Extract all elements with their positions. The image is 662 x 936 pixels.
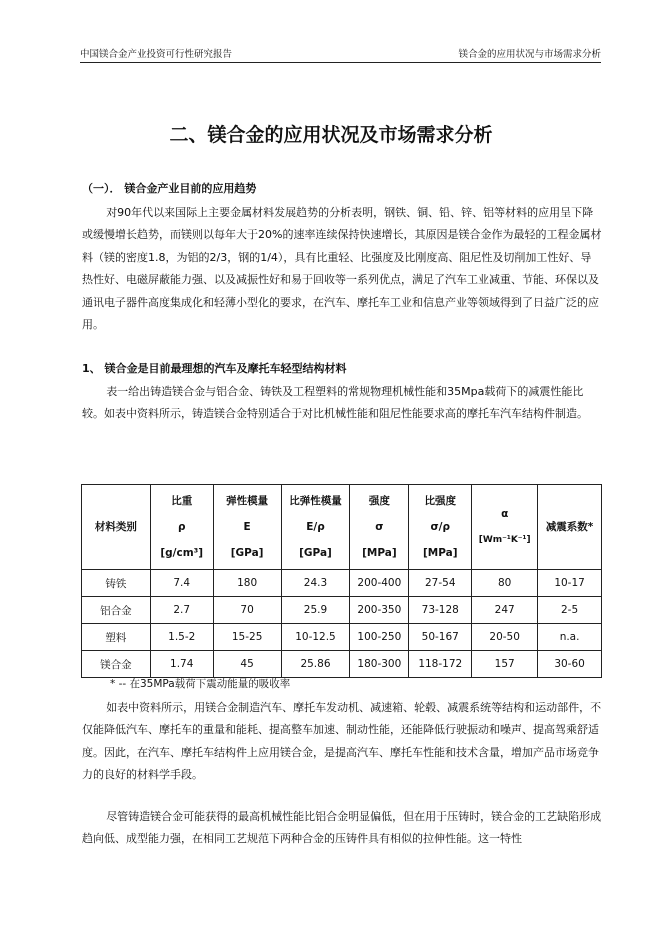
table-footnote: * -- 在35MPa载荷下震动能量的吸收率 [110, 678, 291, 690]
cell-modulus: 15-25 [213, 624, 281, 651]
cell-strength: 180-300 [350, 651, 409, 678]
header-chapter-title: 镁合金的应用状况与市场需求分析 [458, 49, 601, 60]
section-heading: （一）． 镁合金产业目前的应用趋势 [82, 182, 257, 195]
cell-specific-modulus: 25.9 [281, 597, 350, 624]
cell-density: 2.7 [150, 597, 213, 624]
subsection-heading: 1、 镁合金是目前最理想的汽车及摩托车轻型结构材料 [82, 362, 347, 375]
cell-modulus: 70 [213, 597, 281, 624]
header-cell: 材料类别 [82, 485, 151, 570]
cell-material: 铝合金 [82, 597, 151, 624]
cell-specific-modulus: 25.86 [281, 651, 350, 678]
cell-specific-strength: 27-54 [409, 570, 472, 597]
cell-conductivity: 20-50 [472, 624, 538, 651]
header-cell: 强度 σ [MPa] [350, 485, 409, 570]
subsection-paragraph [82, 381, 602, 426]
table-row [82, 570, 602, 597]
cell-modulus: 45 [213, 651, 281, 678]
header-cell: 比重 ρ [g/cm³] [150, 485, 213, 570]
table-header-row [82, 485, 602, 570]
properties-table [81, 484, 602, 678]
paragraph-text: 对90年代以来国际上主要金属材料发展趋势的分析表明，钢铁、铜、铅、锌、铝等材料的应用呈下降或缓慢增长趋势，而镁则以每年大于20%的速率连续保持快速增长，其原因是镁合金作为最轻的工程金属材料（镁的密度1.8，为铝的2/3，钢的1/4），具有比重轻、比强度及比刚度高、阻尼性及切削加工性好、导热性好、电磁屏蔽能力强、以及减振性好和易于回收等一系列优点，满足了汽车工业减重、节能、环保以及通讯电子器件高度集成化和轻薄小型化的要求，在汽车、摩托车工业和信息产业等领域得到了日益广泛的应用。 [82, 206, 602, 332]
table-row [82, 624, 602, 651]
header-cell: 减震系数* [538, 485, 602, 570]
cell-conductivity: 157 [472, 651, 538, 678]
page-header [80, 44, 601, 63]
cell-material: 塑料 [82, 624, 151, 651]
chapter-title: 二、镁合金的应用状况及市场需求分析 [169, 124, 493, 146]
cell-density: 7.4 [150, 570, 213, 597]
body-paragraph [82, 697, 602, 787]
body-paragraph [82, 806, 602, 851]
cell-material: 铸铁 [82, 570, 151, 597]
cell-modulus: 180 [213, 570, 281, 597]
cell-specific-modulus: 24.3 [281, 570, 350, 597]
cell-conductivity: 247 [472, 597, 538, 624]
cell-specific-strength: 73-128 [409, 597, 472, 624]
paragraph-text: 尽管铸造镁合金可能获得的最高机械性能比铝合金明显偏低，但在用于压铸时，镁合金的工艺缺陷形成趋向低、成型能力强，在相同工艺规范下两种合金的压铸件具有相似的拉伸性能。这一特性 [82, 810, 602, 846]
header-cell: 比弹性模量 E/ρ [GPa] [281, 485, 350, 570]
cell-specific-modulus: 10-12.5 [281, 624, 350, 651]
cell-strength: 200-400 [350, 570, 409, 597]
cell-density: 1.5-2 [150, 624, 213, 651]
cell-material: 镁合金 [82, 651, 151, 678]
cell-damping: 10-17 [538, 570, 602, 597]
paragraph-text: 表一给出铸造镁合金与铝合金、铸铁及工程塑料的常规物理机械性能和35Mpa载荷下的减震性能比较。如表中资料所示，铸造镁合金特别适合于对比机械性能和阻尼性能要求高的摩托车汽车结构件制造。 [82, 385, 588, 421]
cell-conductivity: 80 [472, 570, 538, 597]
table-row [82, 651, 602, 678]
cell-strength: 200-350 [350, 597, 409, 624]
cell-damping: n.a. [538, 624, 602, 651]
header-cell: α [Wm⁻¹K⁻¹] [472, 485, 538, 570]
section-paragraph [82, 202, 602, 336]
cell-damping: 2-5 [538, 597, 602, 624]
cell-strength: 100-250 [350, 624, 409, 651]
cell-density: 1.74 [150, 651, 213, 678]
header-cell: 比强度 σ/ρ [MPa] [409, 485, 472, 570]
header-report-title: 中国镁合金产业投资可行性研究报告 [80, 49, 233, 60]
paragraph-text: 如表中资料所示，用镁合金制造汽车、摩托车发动机、减速箱、轮毂、减震系统等结构和运动部件，不仅能降低汽车、摩托车的重量和能耗、提高整车加速、制动性能，还能降低行驶振动和噪声、提高驾乘舒适度。因此，在汽车、摩托车结构件上应用镁合金，是提高汽车、摩托车性能和技术含量，增加产品市场竞争力的良好的材料学手段。 [82, 701, 602, 782]
cell-specific-strength: 118-172 [409, 651, 472, 678]
table-row [82, 597, 602, 624]
cell-specific-strength: 50-167 [409, 624, 472, 651]
cell-damping: 30-60 [538, 651, 602, 678]
header-cell: 弹性模量 E [GPa] [213, 485, 281, 570]
